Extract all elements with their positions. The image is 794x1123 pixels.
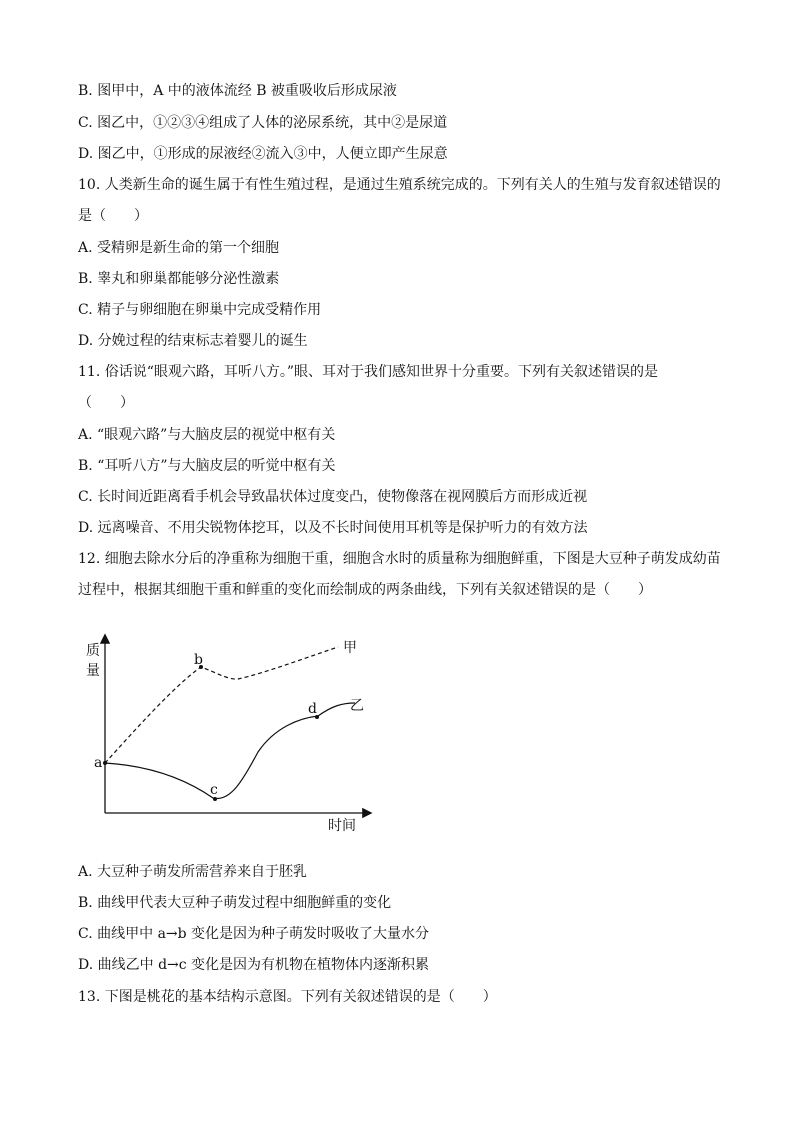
point-c-label: c bbox=[210, 782, 218, 798]
point-b-label: b bbox=[194, 652, 203, 668]
question-13-stem: 13. 下图是桃花的基本结构示意图。下列有关叙述错误的是（ ） bbox=[78, 989, 497, 1005]
x-axis-label: 时间 bbox=[328, 818, 356, 834]
option-9b: B. 图甲中，A 中的液体流经 B 被重吸收后形成尿液 bbox=[78, 83, 397, 99]
question-12-stem-1: 12. 细胞去除水分后的净重称为细胞干重，细胞含水时的质量称为细胞鲜重，下图是大豆种子萌发成幼苗 bbox=[78, 551, 721, 567]
question-12-stem-2: 过程中，根据其细胞干重和鲜重的变化而绘制成的两条曲线，下列有关叙述错误的是（ ） bbox=[78, 582, 652, 598]
curve-jia-label: 甲 bbox=[343, 640, 357, 656]
y-axis-label-2: 量 bbox=[86, 663, 100, 679]
point-a-dot bbox=[103, 761, 107, 765]
point-d-label: d bbox=[308, 701, 317, 717]
option-10d: D. 分娩过程的结束标志着婴儿的诞生 bbox=[78, 333, 308, 349]
y-axis-label-1: 质 bbox=[86, 643, 100, 659]
option-12d: D. 曲线乙中 d→c 变化是因为有机物在植物体内逐渐积累 bbox=[78, 957, 430, 973]
option-9d: D. 图乙中，①形成的尿液经②流入③中，人便立即产生尿意 bbox=[78, 146, 448, 162]
question-10-stem-2: 是（ ） bbox=[78, 208, 148, 224]
question-11-stem-2: （ ） bbox=[78, 395, 134, 411]
option-9c: C. 图乙中，①②③④组成了人体的泌尿系统，其中②是尿道 bbox=[78, 115, 448, 131]
question-10-stem-1: 10. 人类新生命的诞生属于有性生殖过程，是通过生殖系统完成的。下列有关人的生殖与发育叙述错误的 bbox=[78, 177, 721, 193]
option-11b: B. “耳听八方”与大脑皮层的听觉中枢有关 bbox=[78, 458, 336, 474]
option-10a: A. 受精卵是新生命的第一个细胞 bbox=[78, 240, 280, 256]
curve-jia bbox=[105, 647, 338, 763]
option-11a: A. “眼观六路”与大脑皮层的视觉中枢有关 bbox=[78, 427, 336, 443]
curve-yi-label: 乙 bbox=[350, 698, 364, 714]
option-10c: C. 精子与卵细胞在卵巢中完成受精作用 bbox=[78, 302, 322, 318]
option-11c: C. 长时间近距离看手机会导致晶状体过度变凸，使物像落在视网膜后方而形成近视 bbox=[78, 489, 588, 505]
option-12c: C. 曲线甲中 a→b 变化是因为种子萌发时吸收了大量水分 bbox=[78, 926, 430, 942]
option-10b: B. 睾丸和卵巢都能够分泌性激素 bbox=[78, 271, 280, 287]
option-12a: A. 大豆种子萌发所需营养来自于胚乳 bbox=[78, 864, 308, 880]
point-a-label: a bbox=[94, 755, 103, 771]
question-11-stem-1: 11. 俗话说“眼观六路，耳听八方。”眼、耳对于我们感知世界十分重要。下列有关叙述错误的是 bbox=[78, 364, 659, 380]
option-11d: D. 远离噪音、不用尖锐物体挖耳，以及不长时间使用耳机等是保护听力的有效方法 bbox=[78, 520, 588, 536]
mass-time-graph bbox=[80, 630, 380, 840]
option-12b: B. 曲线甲代表大豆种子萌发过程中细胞鲜重的变化 bbox=[78, 895, 392, 911]
